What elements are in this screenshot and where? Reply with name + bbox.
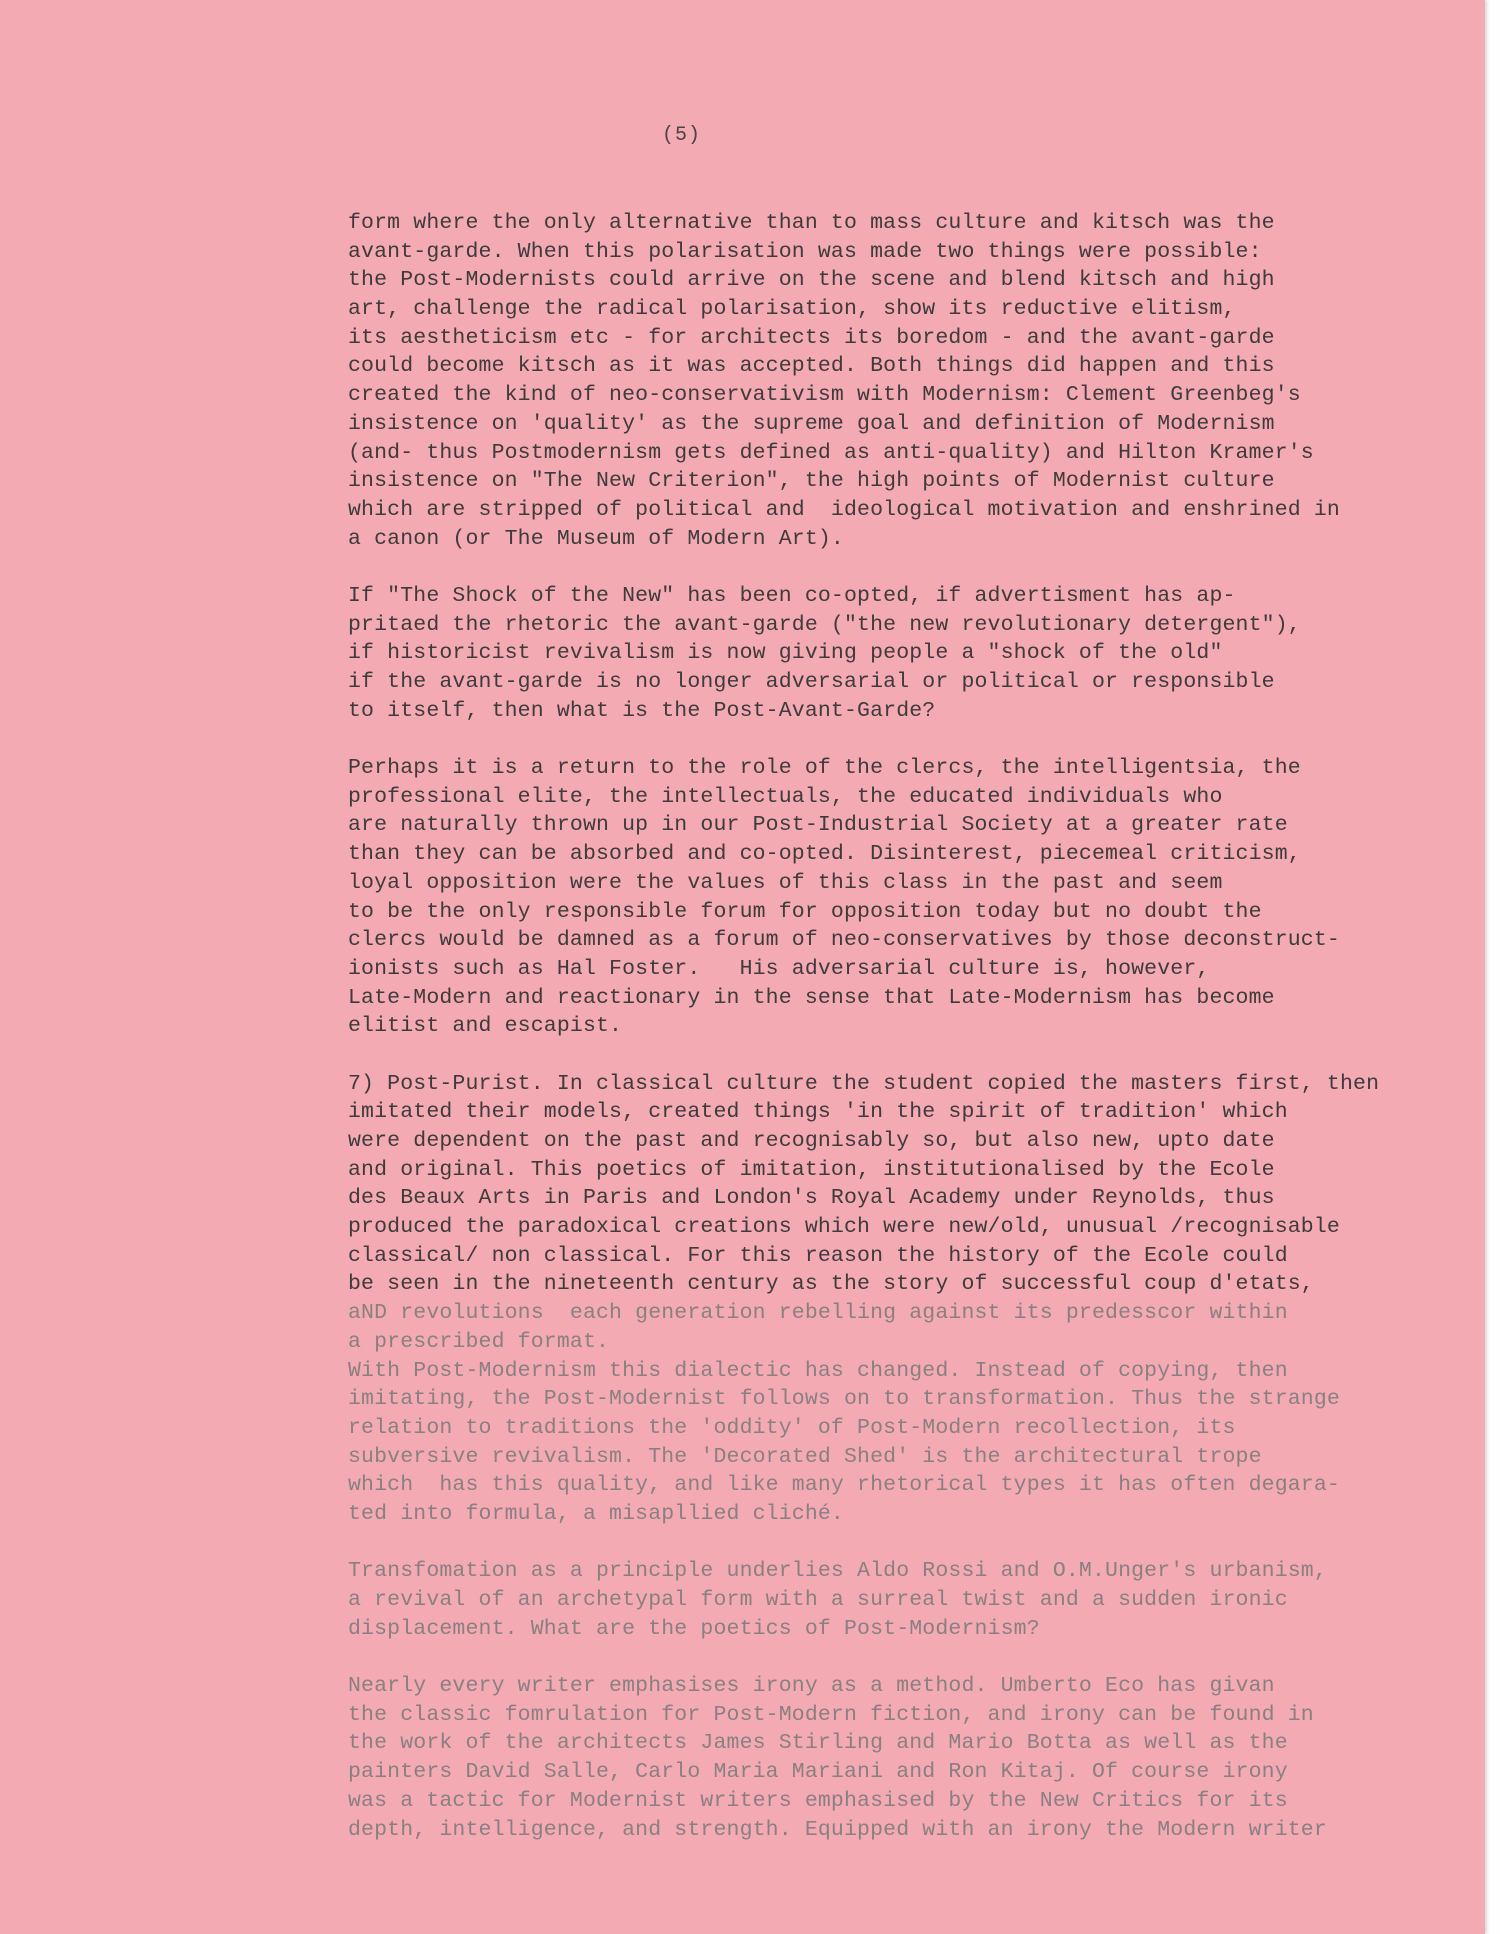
text-line: relation to traditions the 'oddity' of Post-Modern recollection, its [348, 1415, 1236, 1440]
text-line: avant-garde. When this polarisation was made two things were possible: [348, 239, 1262, 264]
text-line: aND revolutions each generation rebelling against its predesscor within [348, 1301, 1288, 1326]
text-line: be seen in the nineteenth century as the story of successful coup d'etats, [348, 1272, 1314, 1297]
text-line: depth, intelligence, and strength. Equipped with an irony the Modern writer [348, 1817, 1327, 1842]
text-line: imitating, the Post-Modernist follows on to transformation. Thus the strange [348, 1387, 1340, 1412]
text-line: (and- thus Postmodernism gets defined as anti-quality) and Hilton Kramer's [348, 440, 1314, 465]
page-number: (5) [662, 124, 702, 147]
paragraph-post-purist [348, 1070, 1468, 1529]
paragraph-avant-garde-polarisation [348, 209, 1468, 553]
text-line: to be the only responsible forum for opposition today but no doubt the [348, 899, 1262, 924]
text-line: a canon (or The Museum of Modern Art). [348, 526, 844, 551]
text-line: pritaed the rhetoric the avant-garde ("the new revolutionary detergent"), [348, 612, 1301, 637]
text-line: ted into formula, a misapllied cliché. [348, 1501, 844, 1526]
text-line: professional elite, the intellectuals, the educated individuals who [348, 784, 1223, 809]
text-line: if historicist revivalism is now giving people a "shock of the old" [348, 641, 1223, 666]
text-line: clercs would be damned as a forum of neo-conservatives by those deconstruct- [348, 928, 1340, 953]
text-line: Transfomation as a principle underlies Aldo Rossi and O.M.Unger's urbanism, [348, 1559, 1327, 1584]
text-line: Perhaps it is a return to the role of the clercs, the intelligentsia, the [348, 756, 1301, 781]
text-line: Late-Modern and reactionary in the sense that Late-Modernism has become [348, 985, 1275, 1010]
text-line: classical/ non classical. For this reason the history of the Ecole could [348, 1243, 1288, 1268]
text-line: a revival of an archetypal form with a surreal twist and a sudden ironic [348, 1588, 1288, 1612]
text-line: was a tactic for Modernist writers emphasised by the New Critics for its [348, 1788, 1288, 1813]
text-line: elitist and escapist. [348, 1014, 623, 1039]
text-line: displacement. What are the poetics of Post-Modernism? [348, 1616, 1040, 1641]
text-line: its aestheticism etc - for architects its boredom - and the avant-garde [348, 325, 1275, 350]
text-line: imitated their models, created things 'in the spirit of tradition' which [348, 1100, 1288, 1125]
text-line: the work of the architects James Stirling and Mario Botta as well as the [348, 1731, 1288, 1756]
text-line: were dependent on the past and recognisably so, but also new, upto date [348, 1129, 1275, 1153]
text-line: ionists such as Hal Foster. His adversarial culture is, however, [348, 956, 1210, 981]
text-line: insistence on "The New Criterion", the high points of Modernist culture [348, 469, 1275, 494]
text-line: art, challenge the radical polarisation, show its reductive elitism, [348, 297, 1236, 322]
text-line: produced the paradoxical creations which were new/old, unusual /recognisable [348, 1215, 1340, 1240]
text-line: subversive revivalism. The 'Decorated Shed' is the architectural trope [348, 1444, 1262, 1469]
text-line: and original. This poetics of imitation, institutionalised by the Ecole [348, 1157, 1275, 1182]
paragraph-clercs [348, 754, 1468, 1041]
text-line: With Post-Modernism this dialectic has changed. Instead of copying, then [348, 1358, 1288, 1383]
paragraph-shock-of-the-new [348, 582, 1468, 725]
text-line: des Beaux Arts in Paris and London's Royal Academy under Reynolds, thus [348, 1186, 1275, 1211]
text-line: which are stripped of political and ideological motivation and enshrined in [348, 497, 1340, 522]
text-line: painters David Salle, Carlo Maria Mariani and Ron Kitaj. Of course irony [348, 1760, 1288, 1785]
text-line: the Post-Modernists could arrive on the scene and blend kitsch and high [348, 268, 1275, 293]
text-line: 7) Post-Purist. In classical culture the student copied the masters first, then [348, 1071, 1380, 1096]
paragraph-irony [348, 1672, 1468, 1844]
text-line: insistence on 'quality' as the supreme goal and definition of Modernism [348, 411, 1275, 436]
text-line: If "The Shock of the New" has been co-opted, if advertisment has ap- [348, 583, 1236, 608]
text-line: created the kind of neo-conservativism with Modernism: Clement Greenbeg's [348, 383, 1301, 408]
text-line: which has this quality, and like many rhetorical types it has often degara- [348, 1473, 1340, 1498]
text-line: Nearly every writer emphasises irony as a method. Umberto Eco has givan [348, 1674, 1275, 1699]
text-line: a prescribed format. [348, 1329, 610, 1354]
text-line: are naturally thrown up in our Post-Industrial Society at a greater rate [348, 813, 1288, 838]
text-line: could become kitsch as it was accepted. Both things did happen and this [348, 354, 1275, 379]
text-line: than they can be absorbed and co-opted. Disinterest, piecemeal criticism, [348, 842, 1301, 867]
text-line: form where the only alternative than to mass culture and kitsch was the [348, 211, 1275, 235]
text-line: to itself, then what is the Post-Avant-Garde? [348, 698, 936, 723]
text-line: loyal opposition were the values of this class in the past and seem [348, 870, 1223, 895]
document-body [348, 209, 1468, 1873]
text-line: the classic fomrulation for Post-Modern fiction, and irony can be found in [348, 1702, 1314, 1727]
text-line: if the avant-garde is no longer adversarial or political or responsible [348, 670, 1275, 694]
paragraph-transformation [348, 1557, 1468, 1643]
